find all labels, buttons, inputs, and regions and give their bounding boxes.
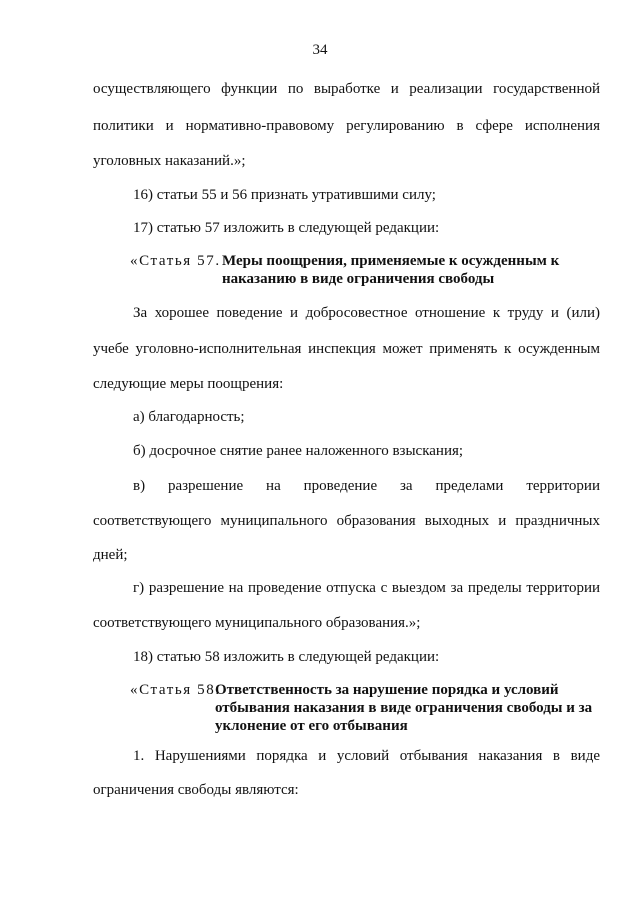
item-a: а) благодарность; (133, 409, 245, 425)
article-title-line: Ответственность за нарушение порядка и условий (215, 682, 559, 698)
article-58-label: «Статья 58. (130, 682, 221, 698)
text-line: следующие меры поощрения: (93, 376, 284, 392)
item-18: 18) статью 58 изложить в следующей редакции: (133, 649, 440, 665)
item-v-line: в) разрешение на проведение за пределами территории (133, 478, 600, 494)
item-16: 16) статьи 55 и 56 признать утратившими силу; (133, 187, 436, 203)
text-line: уголовных наказаний.»; (93, 153, 246, 169)
article-57-label: «Статья 57. (130, 253, 221, 269)
article-58-title (215, 681, 592, 735)
article-title-line: отбывания наказания в виде ограничения свободы и за (215, 700, 593, 716)
item-b: б) досрочное снятие ранее наложенного взыскания; (133, 443, 464, 459)
text-line: осуществляющего функции по выработке и реализации государственной (93, 81, 600, 97)
page-number: 34 (312, 42, 328, 58)
item-g-line: г) разрешение на проведение отпуска с выездом за пределы территории (133, 580, 600, 596)
item-v-line: соответствующего муниципального образования выходных и праздничных (93, 513, 600, 529)
item-17: 17) статью 57 изложить в следующей редакции: (133, 220, 440, 236)
text-line: За хорошее поведение и добросовестное отношение к труду и (или) (133, 305, 600, 321)
item-g-line: соответствующего муниципального образования.»; (93, 615, 421, 631)
text-line: 1. Нарушениями порядка и условий отбывания наказания в виде (133, 748, 600, 764)
article-57-title (222, 252, 559, 288)
text-line: политики и нормативно-правовому регулированию в сфере исполнения (93, 118, 600, 134)
text-line: учебе уголовно-исполнительная инспекция может применять к осужденным (93, 341, 600, 357)
article-title-line: уклонение от его отбывания (215, 718, 408, 734)
item-v-line: дней; (93, 547, 128, 563)
article-title-line: наказанию в виде ограничения свободы (222, 271, 495, 287)
article-title-line: Меры поощрения, применяемые к осужденным к (222, 253, 560, 269)
text-line: ограничения свободы являются: (93, 782, 299, 798)
